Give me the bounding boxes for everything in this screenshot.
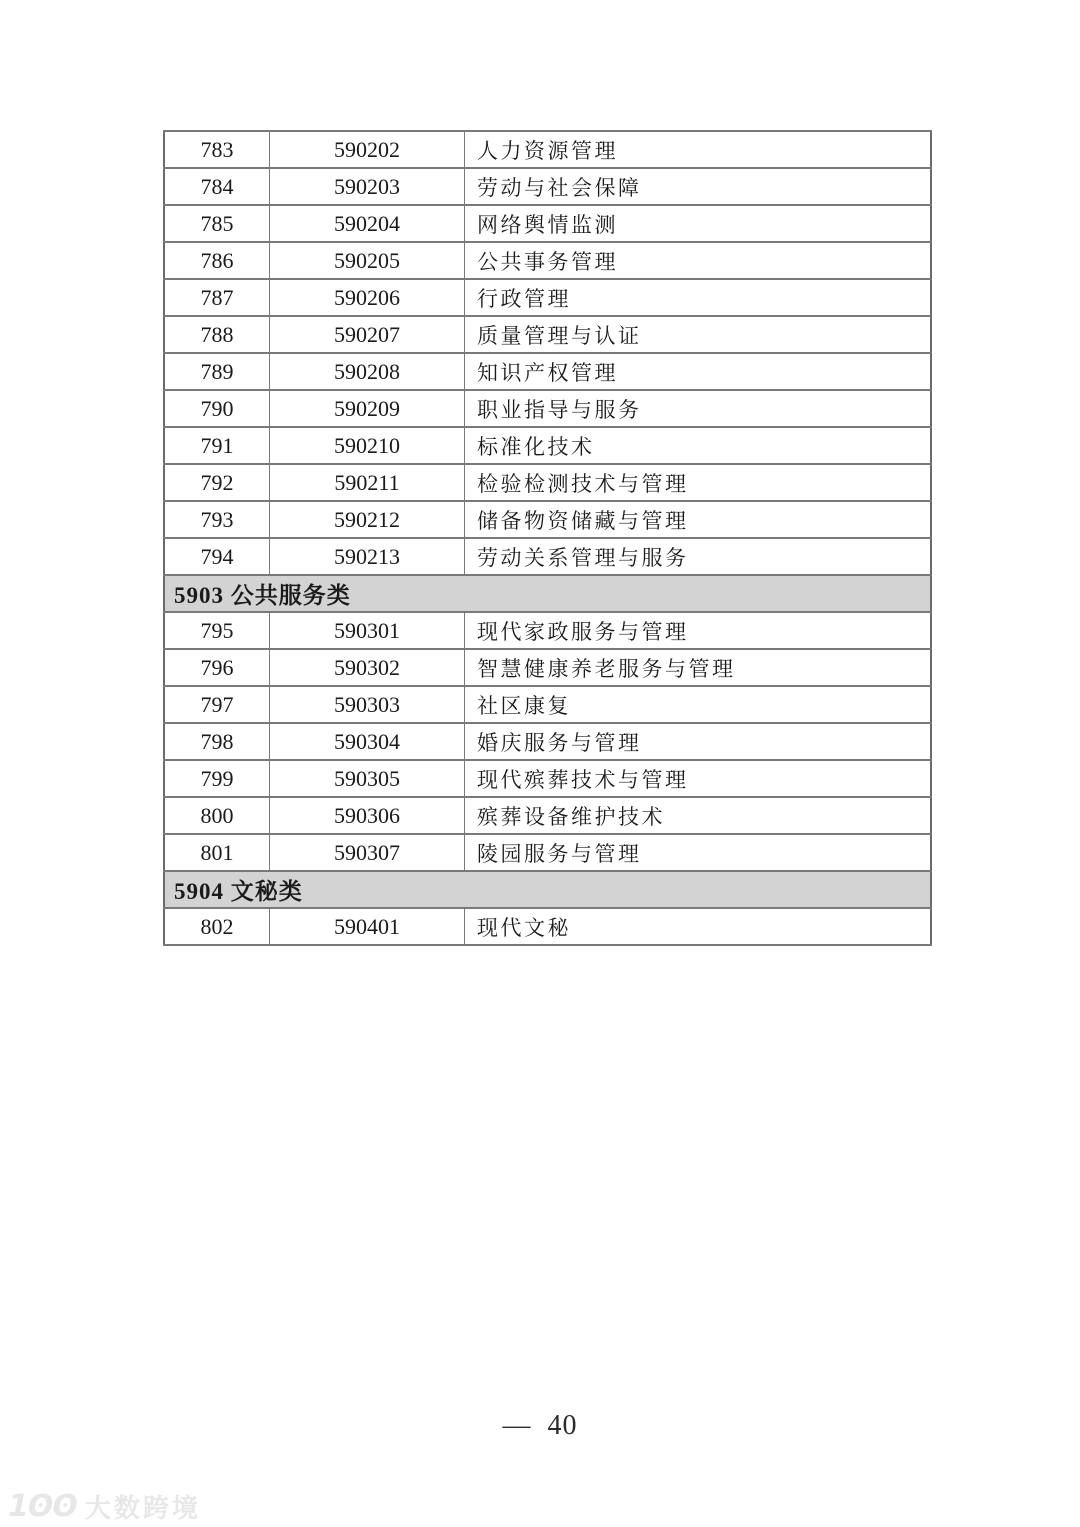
row-seq: 801 — [164, 834, 270, 871]
row-major-name: 陵园服务与管理 — [465, 834, 932, 871]
row-major-name: 职业指导与服务 — [465, 390, 932, 427]
row-major-code: 590211 — [270, 464, 465, 501]
row-major-code: 590213 — [270, 538, 465, 575]
row-major-name: 人力资源管理 — [465, 131, 932, 168]
table-row — [164, 538, 931, 575]
table-row — [164, 131, 931, 168]
row-seq: 796 — [164, 649, 270, 686]
table-row — [164, 834, 931, 871]
table-row — [164, 686, 931, 723]
table-row — [164, 501, 931, 538]
row-seq: 794 — [164, 538, 270, 575]
row-major-code: 590208 — [270, 353, 465, 390]
row-major-name: 知识产权管理 — [465, 353, 932, 390]
row-major-code: 590212 — [270, 501, 465, 538]
row-major-name: 殡葬设备维护技术 — [465, 797, 932, 834]
section-header-label: 5903 公共服务类 — [164, 575, 931, 612]
row-major-code: 590304 — [270, 723, 465, 760]
table-row — [164, 168, 931, 205]
table-row — [164, 316, 931, 353]
row-seq: 795 — [164, 612, 270, 649]
row-major-code: 590306 — [270, 797, 465, 834]
section-header-label: 5904 文秘类 — [164, 871, 931, 908]
catalog-table-body — [164, 131, 931, 945]
row-major-name: 质量管理与认证 — [465, 316, 932, 353]
page-number: — 40 — [502, 1410, 578, 1441]
row-seq: 784 — [164, 168, 270, 205]
row-seq: 787 — [164, 279, 270, 316]
row-major-name: 劳动与社会保障 — [465, 168, 932, 205]
row-major-name: 社区康复 — [465, 686, 932, 723]
row-seq: 791 — [164, 427, 270, 464]
row-major-code: 590301 — [270, 612, 465, 649]
row-major-code: 590305 — [270, 760, 465, 797]
table-row — [164, 464, 931, 501]
row-major-name: 行政管理 — [465, 279, 932, 316]
row-major-name: 网络舆情监测 — [465, 205, 932, 242]
row-major-name: 智慧健康养老服务与管理 — [465, 649, 932, 686]
table-row — [164, 242, 931, 279]
row-major-name: 婚庆服务与管理 — [465, 723, 932, 760]
row-major-code: 590307 — [270, 834, 465, 871]
table-row — [164, 279, 931, 316]
row-seq: 790 — [164, 390, 270, 427]
table-row — [164, 205, 931, 242]
major-catalog-table — [163, 130, 932, 946]
row-seq: 800 — [164, 797, 270, 834]
row-seq: 798 — [164, 723, 270, 760]
row-seq: 792 — [164, 464, 270, 501]
row-seq: 793 — [164, 501, 270, 538]
row-major-code: 590210 — [270, 427, 465, 464]
row-seq: 788 — [164, 316, 270, 353]
row-major-code: 590207 — [270, 316, 465, 353]
row-major-code: 590302 — [270, 649, 465, 686]
row-major-name: 公共事务管理 — [465, 242, 932, 279]
row-major-code: 590209 — [270, 390, 465, 427]
row-major-name: 现代殡葬技术与管理 — [465, 760, 932, 797]
row-major-code: 590203 — [270, 168, 465, 205]
row-major-code: 590204 — [270, 205, 465, 242]
row-major-name: 储备物资储藏与管理 — [465, 501, 932, 538]
table-row — [164, 612, 931, 649]
row-major-name: 劳动关系管理与服务 — [465, 538, 932, 575]
row-major-code: 590206 — [270, 279, 465, 316]
table-row — [164, 427, 931, 464]
table-row — [164, 649, 931, 686]
row-seq: 799 — [164, 760, 270, 797]
watermark-text: 大数跨境 — [84, 1494, 201, 1524]
row-major-name: 标准化技术 — [465, 427, 932, 464]
watermark — [8, 1488, 201, 1525]
table-row — [164, 760, 931, 797]
section-header-row — [164, 575, 931, 612]
section-header-row — [164, 871, 931, 908]
row-seq: 786 — [164, 242, 270, 279]
row-major-name: 现代文秘 — [465, 908, 932, 945]
row-major-code: 590202 — [270, 131, 465, 168]
table-row — [164, 353, 931, 390]
table-row — [164, 723, 931, 760]
row-major-code: 590303 — [270, 686, 465, 723]
watermark-logo-icon: 1ʘʘ — [8, 1489, 77, 1524]
row-major-code: 590205 — [270, 242, 465, 279]
table-row — [164, 390, 931, 427]
row-seq: 797 — [164, 686, 270, 723]
row-seq: 789 — [164, 353, 270, 390]
row-seq: 785 — [164, 205, 270, 242]
table-row — [164, 908, 931, 945]
row-seq: 802 — [164, 908, 270, 945]
row-major-name: 现代家政服务与管理 — [465, 612, 932, 649]
row-major-code: 590401 — [270, 908, 465, 945]
row-major-name: 检验检测技术与管理 — [465, 464, 932, 501]
row-seq: 783 — [164, 131, 270, 168]
table-row — [164, 797, 931, 834]
